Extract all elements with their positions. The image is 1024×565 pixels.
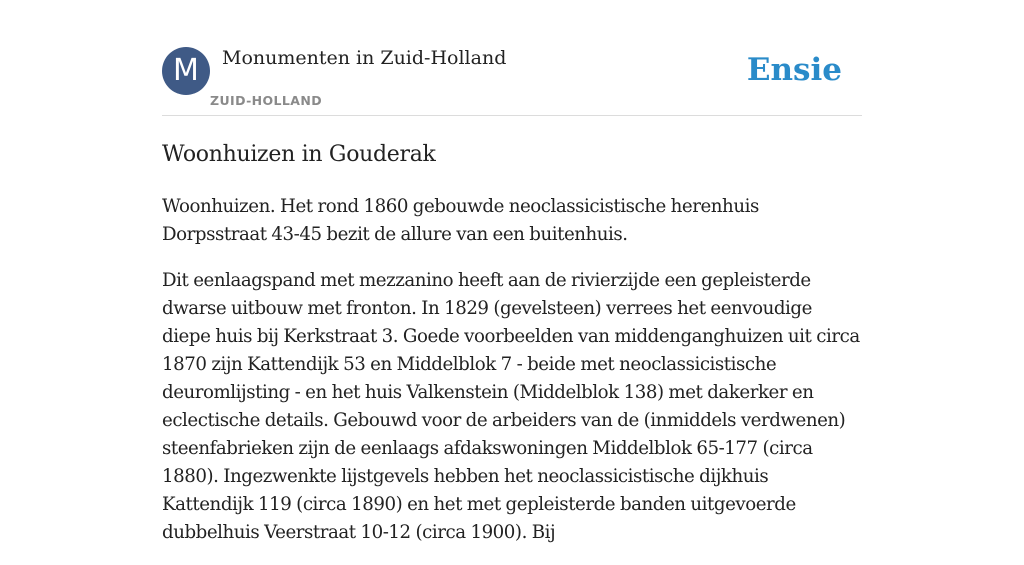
article xyxy=(162,138,864,565)
article-paragraph: Woonhuizen. Het rond 1860 gebouwde neoclassicistische herenhuis Dorpsstraat 43-45 bezit de allure van een buitenhuis. xyxy=(162,196,759,245)
category-label[interactable]: ZUID-HOLLAND xyxy=(210,93,322,108)
article-title: Woonhuizen in Gouderak xyxy=(162,142,436,167)
avatar[interactable]: M xyxy=(162,47,210,95)
article-paragraph: Dit eenlaagspand met mezzanino heeft aan de rivierzijde een gepleisterde dwarse uitbouw met fronton. In 1829 (gevelsteen) verrees het eenvoudige diepe huis bij Kerkstraat 3. Goede voorbeelden van middenganghuizen uit circa 1870 zijn Kattendijk 53 en Middelblok 7 - beide met neoclassicistische deuromlijsting - en het huis Valkenstein (Middelblok 138) met dakerker en eclectische details. Gebouwd voor de arbeiders van de (inmiddels verdwenen) steenfabrieken zijn de eenlaags afdakswoningen Middelblok 65-177 (circa 1880). Ingezwenkte lijstgevels hebben het neoclassicistische dijkhuis Kattendijk 119 (circa 1890) en het met gepleisterde banden uitgevoerde dubbelhuis Veerstraat 10-12 (circa 1900). Bij xyxy=(162,270,860,543)
header-divider xyxy=(162,115,862,116)
header xyxy=(162,46,862,116)
channel-title[interactable]: Monumenten in Zuid-Holland xyxy=(222,47,507,69)
ensie-logo[interactable]: Ensie xyxy=(746,52,842,88)
